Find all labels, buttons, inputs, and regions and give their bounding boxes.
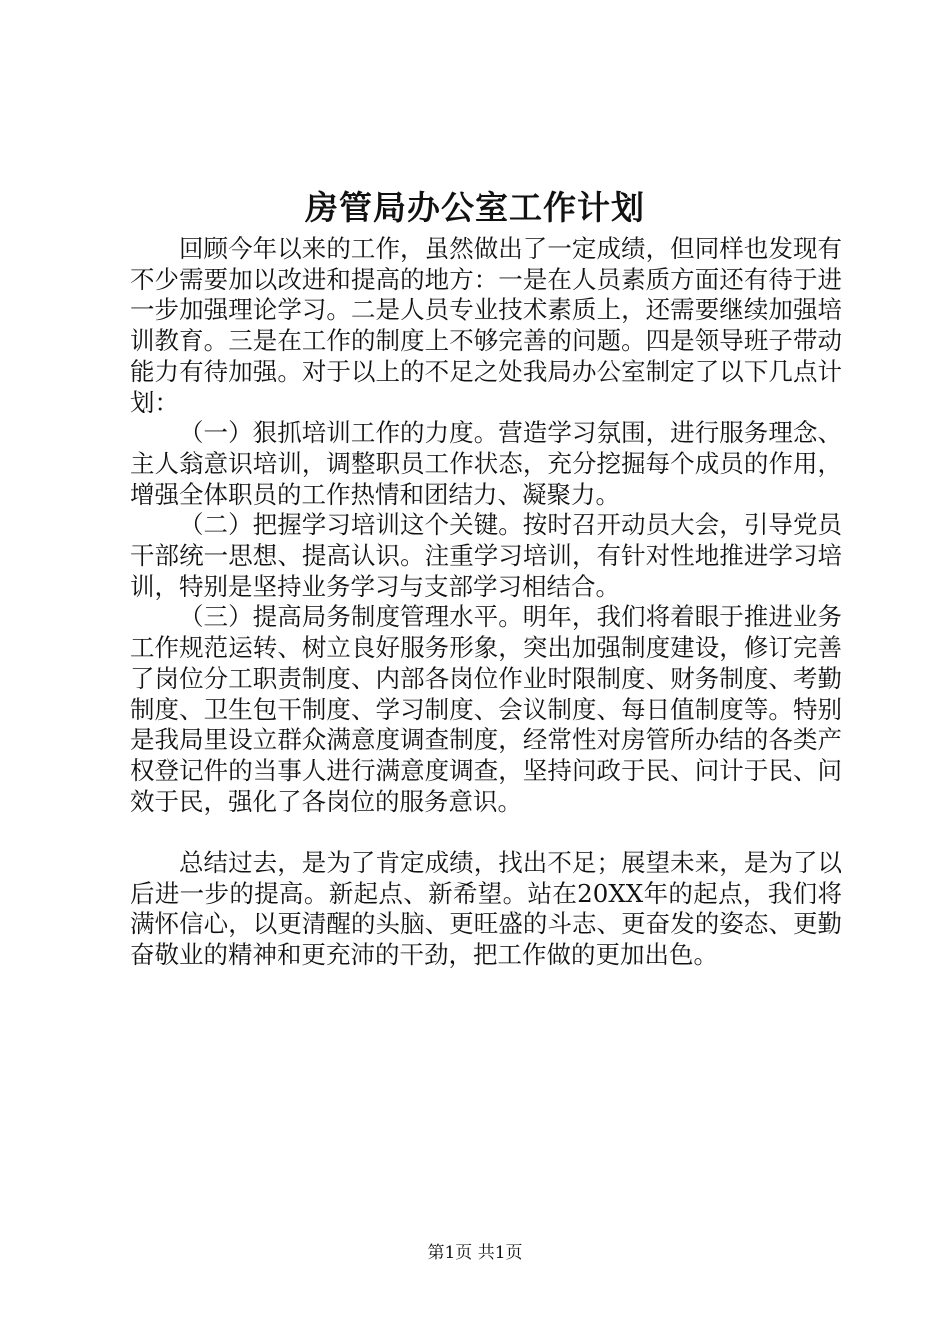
paragraph-intro: 回顾今年以来的工作，虽然做出了一定成绩，但同样也发现有不少需要加以改进和提高的地方：一是在人员素质方面还有待于进一步加强理论学习。二是人员专业技术素质上，还需要继续加强培训教育。三是在工作的制度上不够完善的问题。四是领导班子带动能力有待加强。对于以上的不足之处我局办公室制定了以下几点计划： (130, 234, 842, 417)
paragraph-conclusion: 总结过去，是为了肯定成绩，找出不足；展望未来，是为了以后进一步的提高。新起点、新希望。站在20XX年的起点，我们将满怀信心，以更清醒的头脑、更旺盛的斗志、更奋发的姿态、更勤奋敬业的精神和更充沛的干劲，把工作做的更加出色。 (130, 848, 842, 970)
paragraph-item-3: （三）提高局务制度管理水平。明年，我们将着眼于推进业务工作规范运转、树立良好服务形象，突出加强制度建设，修订完善了岗位分工职责制度、内部各岗位作业时限制度、财务制度、考勤制度、卫生包干制度、学习制度、会议制度、每日值制度等。特别是我局里设立群众满意度调查制度，经常性对房管所办结的各类产权登记件的当事人进行满意度调查，坚持问政于民、问计于民、问效于民，强化了各岗位的服务意识。 (130, 602, 842, 816)
paragraph-item-1: （一）狠抓培训工作的力度。营造学习氛围，进行服务理念、主人翁意识培训，调整职员工作状态，充分挖掘每个成员的作用，增强全体职员的工作热情和团结力、凝聚力。 (130, 418, 842, 509)
document-body (130, 234, 842, 971)
paragraph-item-2: （二）把握学习培训这个关键。按时召开动员大会，引导党员干部统一思想、提高认识。注重学习培训，有针对性地推进学习培训，特别是坚持业务学习与支部学习相结合。 (130, 510, 842, 601)
paragraph-spacer (130, 817, 842, 848)
page-footer: 第1页 共1页 (427, 1243, 523, 1263)
document-title: 房管局办公室工作计划 (305, 188, 645, 227)
